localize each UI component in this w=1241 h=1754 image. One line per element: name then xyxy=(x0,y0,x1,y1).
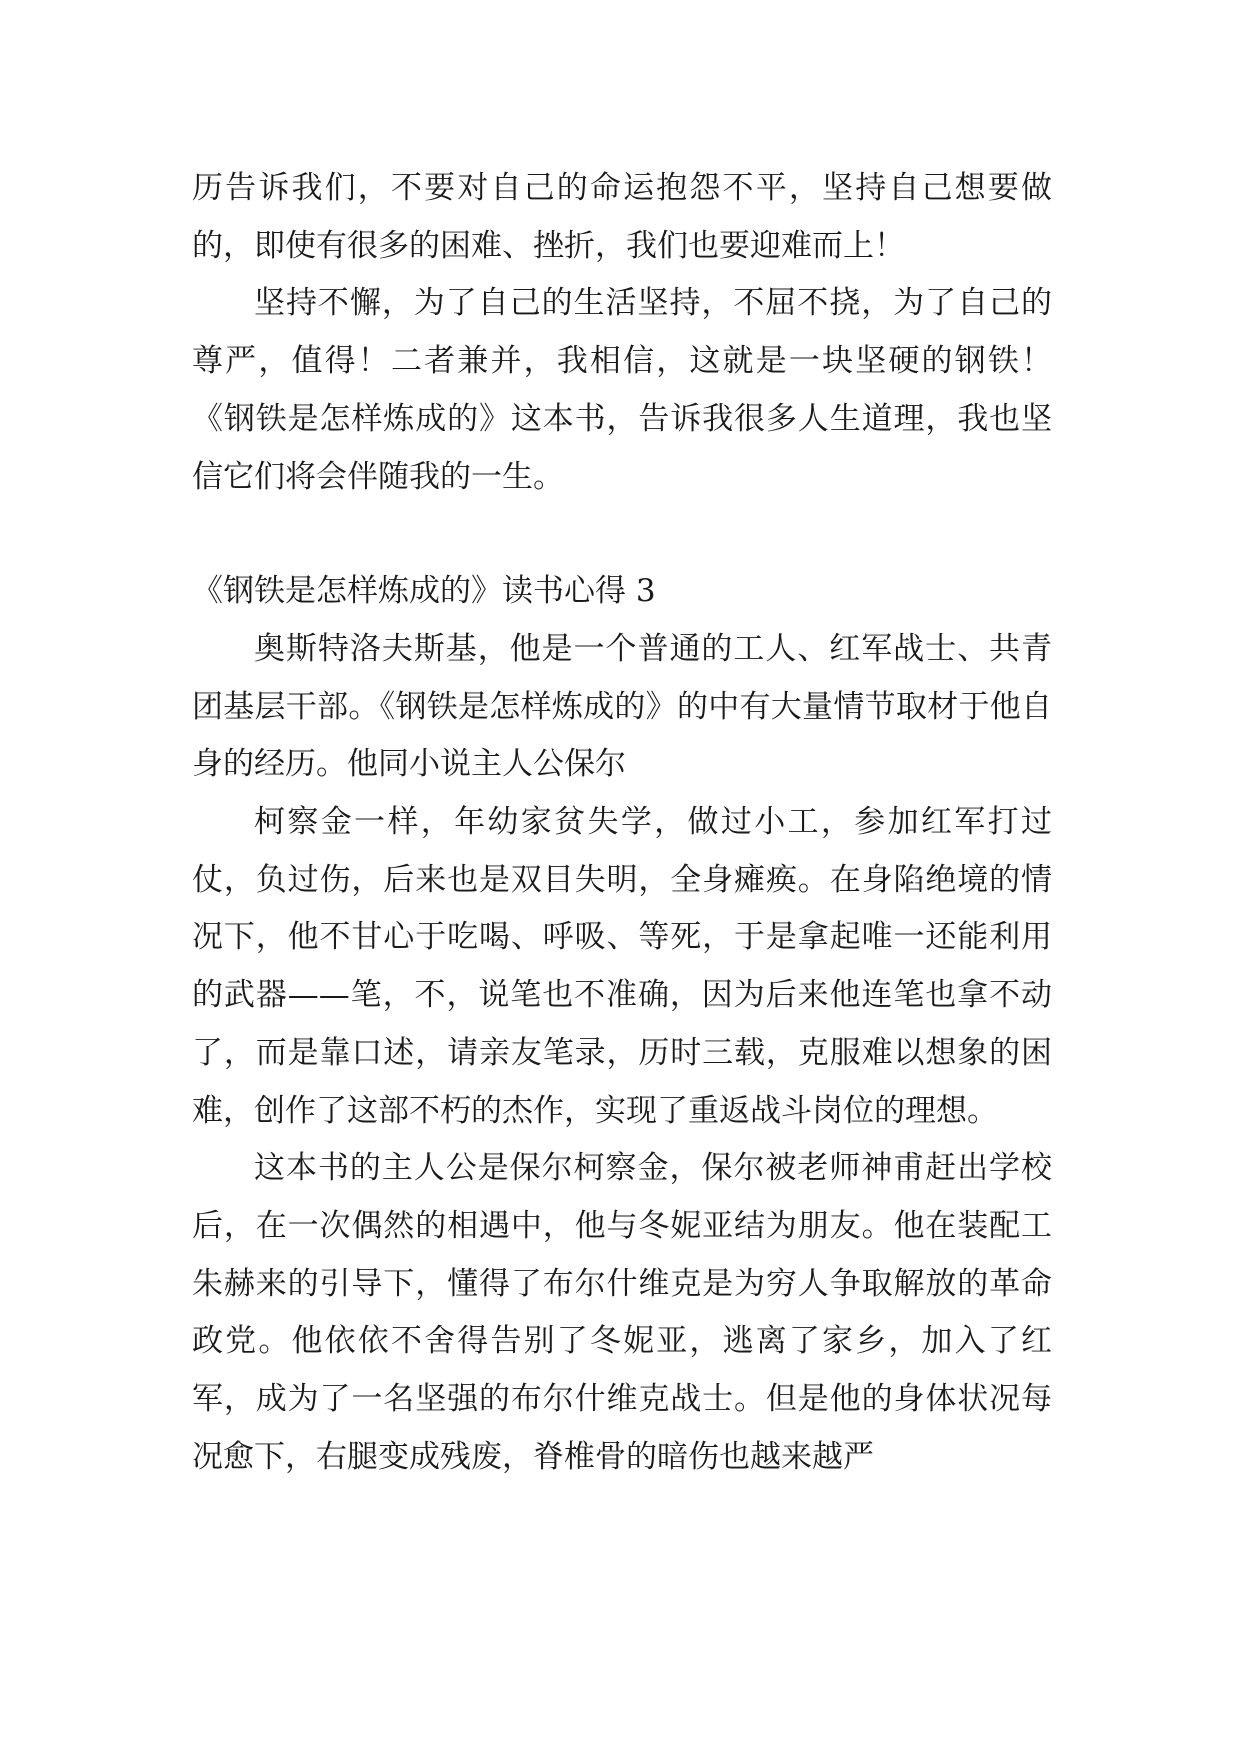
paragraph-author-life: 柯察金一样，年幼家贫失学，做过小工，参加红军打过仗，负过伤，后来也是双目失明，全身瘫痪。在身陷绝境的情况下，他不甘心于吃喝、呼吸、等死，于是拿起唯一还能利用的武器——笔，不，说笔也不准确，因为后来他连笔也拿不动了，而是靠口述，请亲友笔录，历时三载，克服难以想象的困难，创作了这部不朽的杰作，实现了重返战斗岗位的理想。 xyxy=(192,804,1052,1129)
paragraph-author-intro: 奥斯特洛夫斯基，他是一个普通的工人、红军战士、共青团基层干部。《钢铁是怎样炼成的》的中有大量情节取材于他自身的经历。他同小说主人公保尔 xyxy=(192,630,1052,783)
paragraph-plot: 这本书的主人公是保尔柯察金，保尔被老师神甫赶出学校后，在一次偶然的相遇中，他与冬妮亚结为朋友。他在装配工朱赫来的引导下，懂得了布尔什维克是为穷人争取解放的革命政党。他依依不舍得告别了冬妮亚，逃离了家乡，加入了红军，成为了一名坚强的布尔什维克战士。但是他的身体状况每况愈下，右腿变成残废，脊椎骨的暗伤也越来越严 xyxy=(192,1150,1052,1475)
paragraph-continuation: 历告诉我们，不要对自己的命运抱怨不平，坚持自己想要做的，即使有很多的困难、挫折，我们也要迎难而上！ xyxy=(192,170,1052,264)
section-title: 《钢铁是怎样炼成的》读书心得 3 xyxy=(192,573,656,610)
paragraph-conclusion: 坚持不懈，为了自己的生活坚持，不屈不挠，为了自己的尊严，值得！二者兼并，我相信，这就是一块坚硬的钢铁！《钢铁是怎样炼成的》这本书，告诉我很多人生道理，我也坚信它们将会伴随我的一生。 xyxy=(192,285,1052,495)
document-page xyxy=(192,160,1052,1486)
